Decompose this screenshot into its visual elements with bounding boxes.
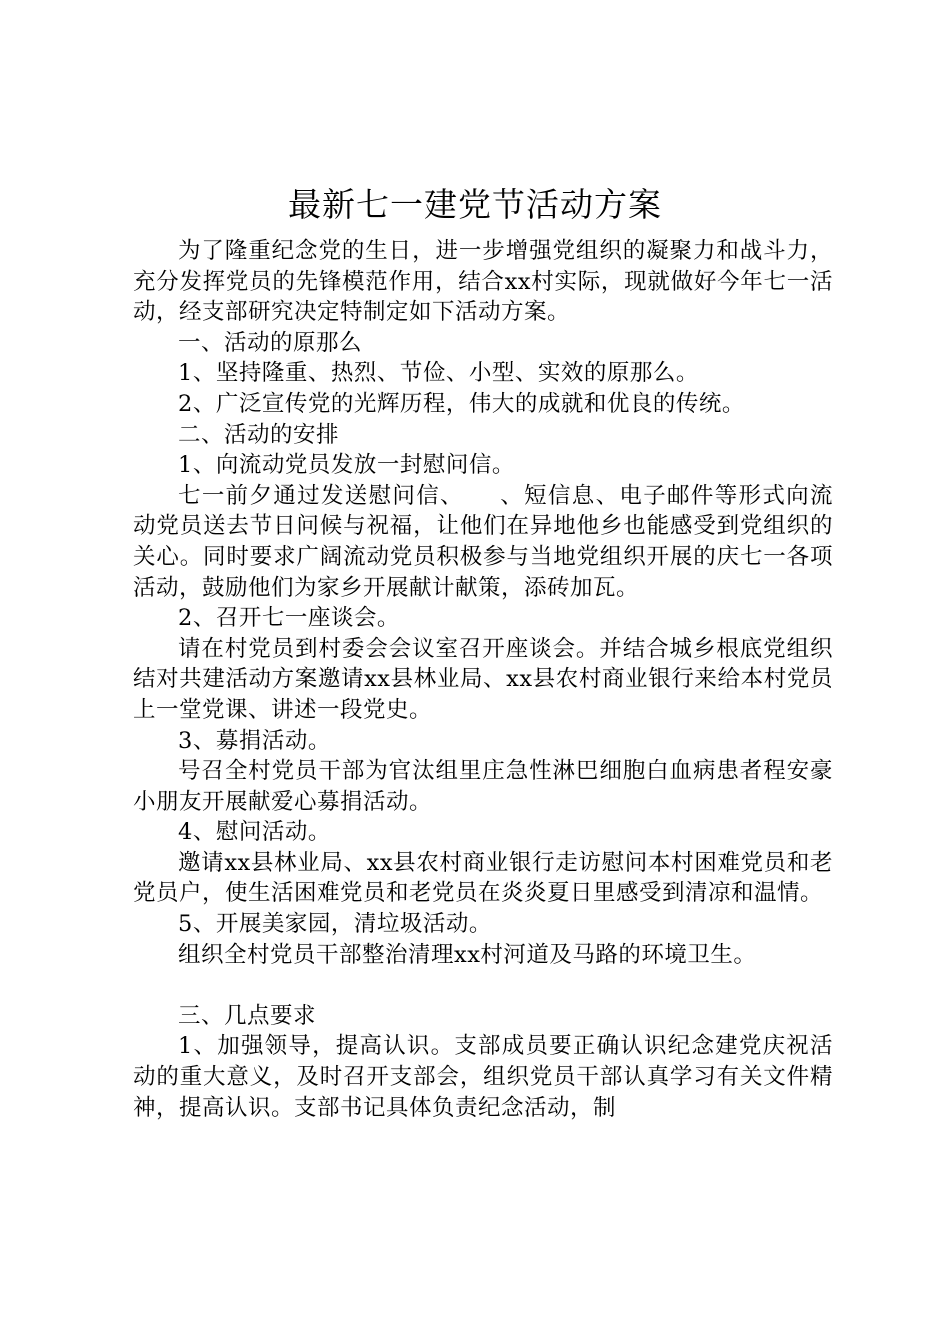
- activity-paragraph: 请在村党员到村委会会议室召开座谈会。并结合城乡根底党组织结对共建活动方案邀请xx县林业局、xx县农村商业银行来给本村党员上一堂党课、讲述一段党史。: [133, 635, 833, 723]
- blank-line: [133, 970, 833, 1001]
- intro-paragraph: 为了隆重纪念党的生日，进一步增强党组织的凝聚力和战斗力，充分发挥党员的先锋模范作用，结合xx村实际，现就做好今年七一活动，经支部研究决定特制定如下活动方案。: [133, 238, 833, 326]
- section-heading: 二、活动的安排: [178, 421, 340, 448]
- document-title: 最新七一建党节活动方案: [288, 185, 662, 224]
- activity-paragraph: 邀请xx县林业局、xx县农村商业银行走访慰问本村困难党员和老党员户，使生活困难党员和老党员在炎炎夏日里感受到清凉和温情。: [133, 849, 833, 907]
- activity-paragraph: 七一前夕通过发送慰问信、 、短信息、电子邮件等形式向流动党员送去节日问候与祝福，让他们在异地他乡也能感受到党组织的关心。同时要求广阔流动党员积极参与当地党组织开展的庆七一各项活动，鼓励他们为家乡开展献计献策，添砖加瓦。: [133, 482, 833, 601]
- section-heading: 三、几点要求: [178, 1002, 317, 1029]
- activity-heading: 3、募捐活动。: [178, 727, 331, 754]
- activity-paragraph: 号召全村党员干部为官汰组里庄急性淋巴细胞白血病患者程安豪小朋友开展献爱心募捐活动。: [133, 758, 833, 815]
- principle-item: 2、广泛宣传党的光辉历程，伟大的成就和优良的传统。: [178, 390, 745, 417]
- requirement-paragraph: 1、加强领导，提高认识。支部成员要正确认识纪念建党庆祝活动的重大意义，及时召开支部会，组织党员干部认真学习有关文件精神，提高认识。支部书记具体负责纪念活动，制: [133, 1033, 833, 1121]
- section-heading: 一、活动的原那么: [178, 329, 363, 356]
- document-body: [133, 236, 833, 1123]
- principle-item: 1、坚持隆重、热烈、节俭、小型、实效的原那么。: [178, 360, 699, 387]
- activity-heading: 1、向流动党员发放一封慰问信。: [178, 452, 515, 479]
- activity-paragraph: 组织全村党员干部整治清理xx村河道及马路的环境卫生。: [178, 941, 757, 968]
- activity-heading: 2、召开七一座谈会。: [178, 605, 400, 632]
- activity-heading: 5、开展美家园，清垃圾活动。: [178, 911, 492, 938]
- activity-heading: 4、慰问活动。: [178, 819, 331, 846]
